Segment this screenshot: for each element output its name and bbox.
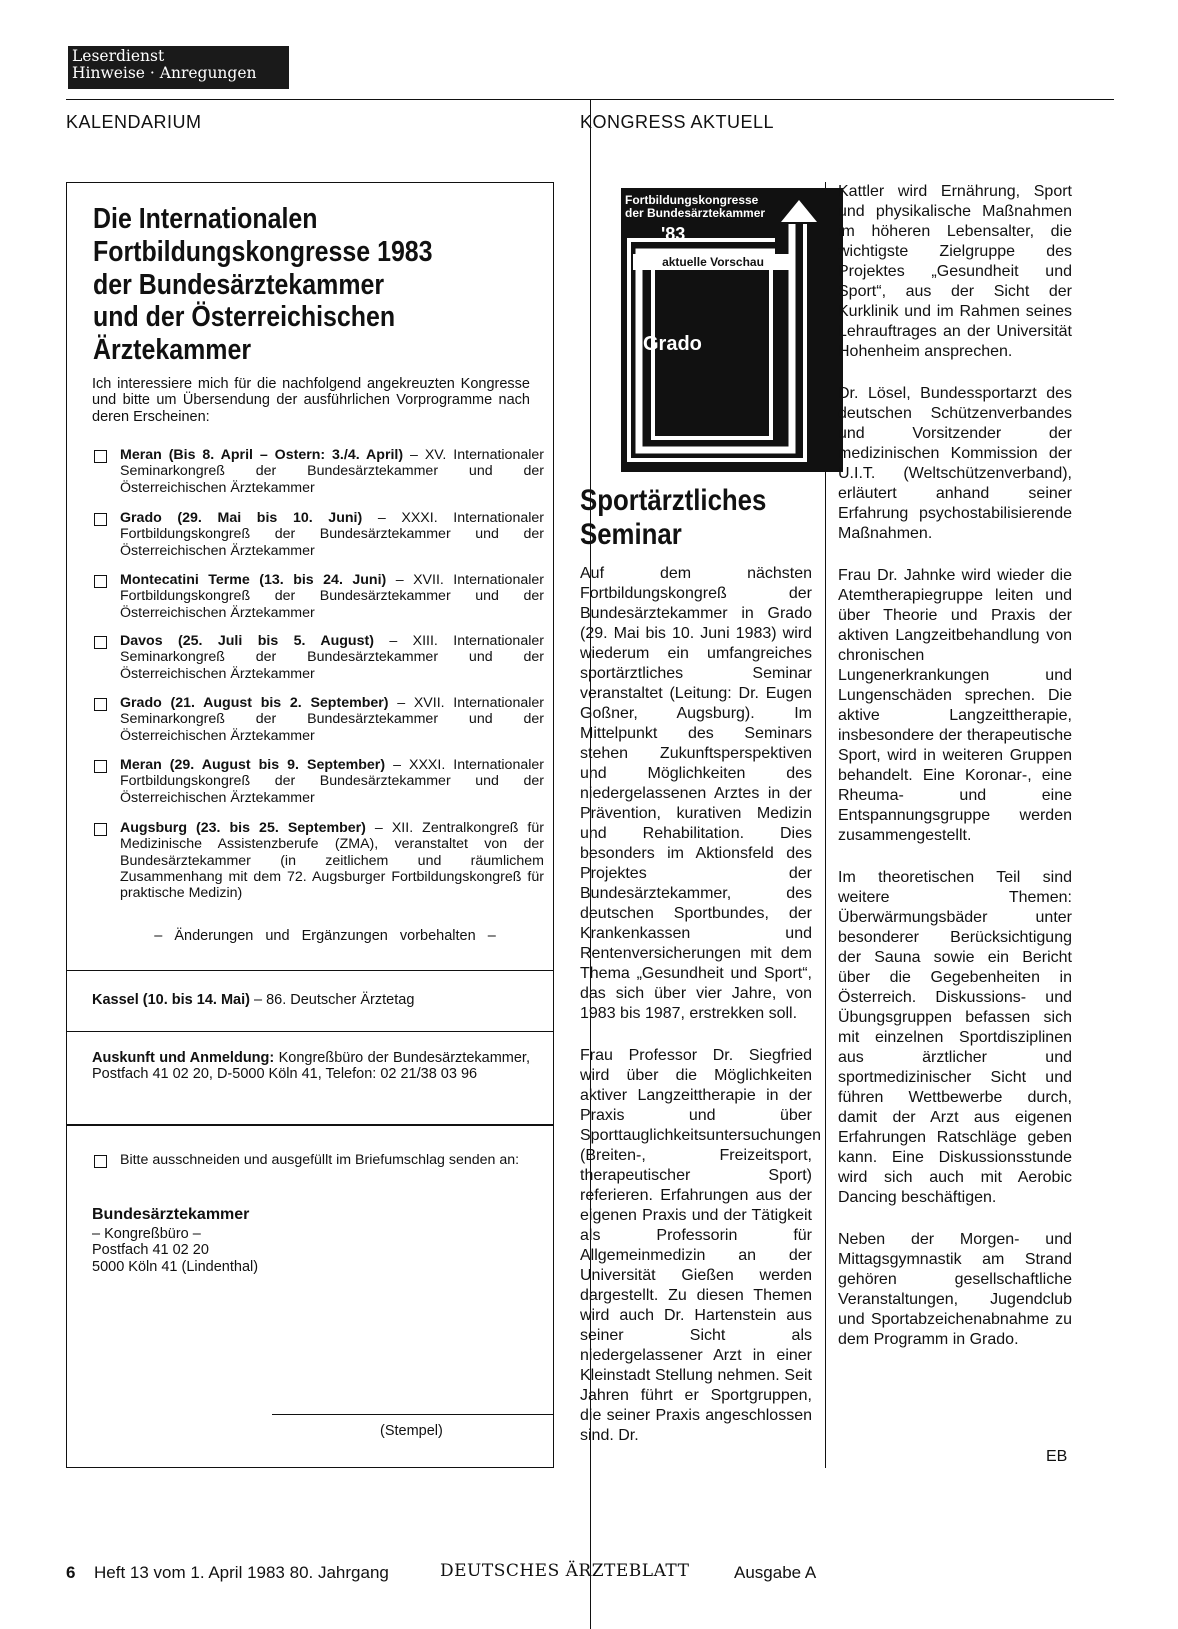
article-column-1 xyxy=(580,564,822,1468)
article-paragraph: Neben der Morgen- und Mittagsgymnastik am Strand gehören gesellschaftliche Veranstaltungen, Jugendclub und Sportabzeichenabnahme zu dem Programm in Grado. xyxy=(838,1231,1072,1348)
edition-label: Ausgabe A xyxy=(734,1563,817,1582)
congress-item-montecatini[interactable] xyxy=(94,572,544,621)
checkbox[interactable] xyxy=(94,760,107,773)
congress-name: Montecatini Terme (13. bis 24. Juni) xyxy=(120,572,387,588)
aerztetag-text: – 86. Deutscher Ärztetag xyxy=(249,992,415,1008)
congress-logo xyxy=(621,188,843,472)
stamp-label: (Stempel) xyxy=(380,1423,443,1439)
article-paragraph: Dr. Lösel, Bundessportarzt des deutschen Schützenverbandes und Vorsitzender der medizinischen Kommission der U.I.T. (Weltschützenverband), erläutert anhand seiner Erfahrung psychostabilisierende Maßnahmen. xyxy=(838,385,1072,542)
congress-item-meran-april[interactable] xyxy=(94,447,544,496)
address-name: Bundesärztekammer xyxy=(92,1206,250,1223)
article-paragraph: Kattler wird Ernährung, Sport und physikalische Maßnahmen im höheren Lebensalter, die wichtigste Zielgruppe des Projektes „Gesundheit und Sport“, aus der Sicht der Kurklinik und im Rahmen seines Lehrauftrages an der Universität Hohenheim ansprechen. xyxy=(838,183,1072,360)
address-line: – Kongreßbüro – xyxy=(92,1226,201,1242)
journal-title: DEUTSCHES ÄRZTEBLATT xyxy=(440,1561,690,1581)
article-title-line: Seminar xyxy=(580,517,682,551)
box-divider xyxy=(66,1031,553,1032)
section-tag-line2: Hinweise · Anregungen xyxy=(72,64,257,82)
article-paragraph: Auf dem nächsten Fortbildungskongreß der Bundesärztekammer in Grado (29. Mai bis 10. Juni 1983) wird wiederum ein umfangreiches sportärztliches Seminar veranstaltet (Leitung: Dr. Eugen Goßner, Augsburg). Im Mittelpunkt des Seminars stehen Zukunftsperspektiven und Möglichkeiten des niedergelassenen Arztes in der Prävention, kurativen Medizin und Rehabilitation. Dies besonders im Aktionsfeld des Projektes der Bundesärztekammer, des deutschen Sportbundes, der Krankenkassen und Rentenversicherungen mit dem Thema „Gesundheit und Sport“, das sich über vier Jahre, von 1983 bis 1987, erstrekken soll. xyxy=(580,565,812,1022)
article-paragraph: Frau Professor Dr. Siegfried wird über die Möglichkeiten aktiver Langzeittherapie in der Praxis und über Sporttauglichkeitsuntersuchungen (Breiten-, Freizeitsport, therapeutischer Sport) referieren. Erfahrungen aus der eigenen Praxis und der Tätigkeit als Professorin für Allgemeinmedizin an der Universität Gießen werden dargestellt. Zu diesen Themen wird auch Dr. Hartenstein aus seiner Sicht als niedergelassener Arzt in einer Kleinstadt Stellung nehmen. Seit Jahren führt er Sportgruppen, die seiner Praxis angeschlossen sind. Dr. xyxy=(580,1047,822,1444)
congress-description: – XXXI. Internationaler Fortbildungskongreß der Bundesärztekammer und der Österreichischen Ärztekammer xyxy=(120,757,544,806)
issue-info: Heft 13 vom 1. April 1983 80. Jahrgang xyxy=(94,1563,389,1582)
logo-text xyxy=(625,194,765,220)
congress-name: Meran (29. August bis 9. September) xyxy=(120,757,386,773)
box-title xyxy=(93,203,489,367)
congress-description: – XII. Zentralkongreß für Medizinische Assistenzberufe (ZMA), veranstaltet von der Bundesärztekammer (in zeitlichem und räumlichem Zusammenhang mit dem 72. Augsburger Fortbildungskongreß für praktische Medizin) xyxy=(120,820,544,902)
congress-item-augsburg[interactable] xyxy=(94,820,544,902)
article-signature: EB xyxy=(1046,1448,1068,1465)
contact-label: Auskunft und Anmeldung: xyxy=(92,1050,275,1066)
article-paragraph: Frau Dr. Jahnke wird wieder die Atemtherapiegruppe leiten und über Theorie und Praxis der aktiven Langzeitbehandlung von chronischen Lungenerkrankungen und Lungenschäden sprechen. Die aktive Langzeittherapie, insbesondere der therapeutische Sport, wird in weiteren Gruppen behandelt. Eine Koronar-, eine Rheuma- und eine Entspannungsgruppe werden zusammengestellt. xyxy=(838,567,1072,844)
checkbox[interactable] xyxy=(94,513,107,526)
congress-description: – XVII. Internationaler Seminarkongreß der Bundesärztekammer und der Österreichischen Ärztekammer xyxy=(120,695,544,744)
congress-description: – XIII. Internationaler Seminarkongreß der Bundesärztekammer und der Österreichischen Ärztekammer xyxy=(120,633,544,682)
congress-name: Grado (21. August bis 2. September) xyxy=(120,695,389,711)
congress-description: – XVII. Internationaler Fortbildungskongreß der Bundesärztekammer und der Österreichischen Ärztekammer xyxy=(120,572,544,621)
logo-line: Fortbildungskongresse xyxy=(625,193,759,207)
congress-item-grado-mai[interactable] xyxy=(94,510,544,559)
cutout-instruction[interactable] xyxy=(94,1152,530,1168)
article-title xyxy=(580,484,766,552)
reservation-note: – Änderungen und Ergänzungen vorbehalten – xyxy=(154,928,496,944)
congress-name: Meran (Bis 8. April – Ostern: 3./4. April) xyxy=(120,447,404,463)
contact-info xyxy=(92,1050,530,1083)
congress-description: – XXXI. Internationaler Fortbildungskongreß der Bundesärztekammer und der Österreichischen Ärztekammer xyxy=(120,510,544,559)
logo-place: Grado xyxy=(643,333,702,355)
checkbox[interactable] xyxy=(94,575,107,588)
congress-item-davos[interactable] xyxy=(94,633,544,682)
checkbox[interactable] xyxy=(94,450,107,463)
box-title-line: der Bundesärztekammer xyxy=(93,268,385,301)
address-block xyxy=(92,1226,258,1275)
box-divider xyxy=(66,970,553,971)
aerztetag-place: Kassel (10. bis 14. Mai) xyxy=(92,992,250,1008)
box-title-line: Ärztekammer xyxy=(93,334,252,367)
article-title-line: Sportärztliches xyxy=(580,484,767,517)
congress-name: Augsburg (23. bis 25. September) xyxy=(120,820,366,836)
logo-frame-icon xyxy=(621,188,843,472)
contact-text: Kongreßbüro der Bundesärztekammer, Postfach 41 02 20, D-5000 Köln 41, Telefon: 02 21/38 03 96 xyxy=(92,1050,530,1083)
congress-item-meran-august[interactable] xyxy=(94,757,544,806)
page-number: 6 xyxy=(66,1563,76,1582)
section-label-kongress: KONGRESS AKTUELL xyxy=(580,112,775,132)
box-intro: Ich interessiere mich für die nachfolgend angekreuzten Kongresse und bitte um Übersendung der ausführlichen Vorprogramme nach deren Erscheinen: xyxy=(92,376,530,425)
congress-item-grado-august[interactable] xyxy=(94,695,544,744)
congress-description: – XV. Internationaler Seminarkongreß der Bundesärztekammer und der Österreichischen Ärztekammer xyxy=(120,447,544,496)
logo-line: der Bundesärztekammer xyxy=(625,206,766,220)
section-label-kalendarium: KALENDARIUM xyxy=(66,112,202,132)
checkbox[interactable] xyxy=(94,823,107,836)
article-paragraph: Im theoretischen Teil sind weitere Themen: Überwärmungsbäder unter besonderer Berücksichtigung der Sauna sowie ein Bericht über die Gegebenheiten in Österreich. Diskussions- und Übungsgruppen befassen sich mit einzelnen Sportdisziplinen aus ärztlicher und sportmedizinischer Sicht und führen Wettbewerbe durch, damit der Arzt aus eigenen Erfahrungen Ratschläge geben kann. Eine Diskussionsstunde wird sich auch mit Aerobic Dancing beschäftigen. xyxy=(838,869,1072,1206)
box-title-line: Fortbildungskongresse 1983 xyxy=(93,235,433,268)
section-tag-line1: Leserdienst xyxy=(72,47,165,65)
checkbox[interactable] xyxy=(94,636,107,649)
congress-name: Davos (25. Juli bis 5. August) xyxy=(120,633,374,649)
box-title-line: und der Österreichischen xyxy=(93,301,396,334)
checkbox[interactable] xyxy=(94,698,107,711)
aerztetag-note xyxy=(92,992,532,1008)
box-title-line: Die Internationalen xyxy=(93,203,318,235)
section-tag xyxy=(68,46,289,89)
article-column-separator xyxy=(825,182,826,1468)
logo-badge: aktuelle Vorschau xyxy=(633,254,793,270)
address-line: 5000 Köln 41 (Lindenthal) xyxy=(92,1258,259,1275)
article-column-2 xyxy=(838,182,1072,1350)
address-line: Postfach 41 02 20 xyxy=(92,1242,209,1259)
checkbox[interactable] xyxy=(94,1155,107,1168)
cutout-text: Bitte ausschneiden und ausgefüllt im Briefumschlag senden an: xyxy=(120,1152,520,1168)
congress-name: Grado (29. Mai bis 10. Juni) xyxy=(120,510,363,526)
logo-year: '83 xyxy=(661,224,686,244)
stamp-line xyxy=(272,1414,553,1415)
box-divider xyxy=(66,1124,553,1126)
